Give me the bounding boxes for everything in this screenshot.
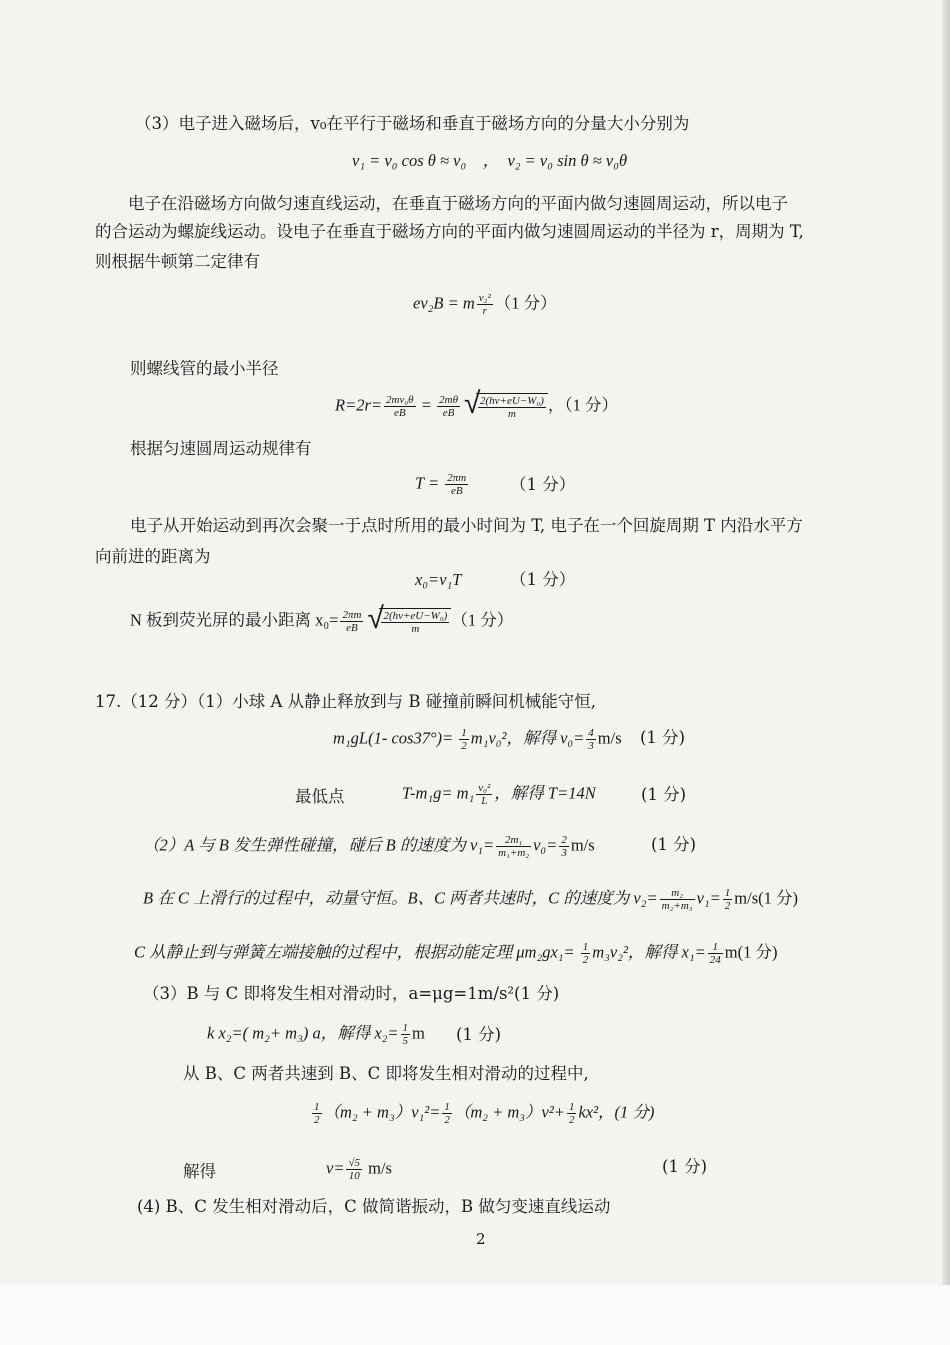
cons-mid1: （m₂ + m₃）v₁²= [323, 1102, 441, 1122]
eq-T-score: （1 分） [510, 475, 576, 494]
spring-num: 1 [402, 1022, 409, 1034]
cons-half3-den: 2 [568, 1114, 575, 1126]
eq-R-equals: = [417, 395, 436, 415]
solve-label: 解得 [183, 1162, 216, 1181]
section3-intro: （3）电子进入磁场后，v₀在平行于磁场和垂直于磁场方向的分量大小分别为 [135, 114, 690, 133]
energy-lhs: C 从静止到与弹簧左端接触的过程中，根据动能定理 μm₂gx₁= [134, 942, 579, 962]
eq-N-lhs: N 板到荧光屏的最小距离 x₀= [130, 610, 339, 630]
eq-newton-second-law [413, 292, 557, 317]
part2-score: (1 分) [651, 835, 697, 854]
momentum-den: m₂+m₃ [661, 900, 693, 912]
eq-newton-lhs: ev₂B = m [413, 293, 475, 313]
eq-R-den2: eB [442, 407, 455, 419]
cons-half1 [312, 1101, 322, 1126]
q17-eq2 [402, 782, 596, 807]
eq2-den: L [481, 795, 488, 807]
part2-v-num: 2 [561, 834, 567, 846]
solve-lhs: v= [326, 1158, 345, 1178]
eq-R-frac1 [384, 394, 416, 419]
solve-frac [346, 1157, 362, 1182]
eq-N-frac [340, 609, 363, 634]
sqrt-radical-icon: √ [367, 601, 384, 636]
spring-den: 5 [402, 1035, 409, 1047]
cons-end: kx²，(1 分) [578, 1102, 655, 1122]
eq-R-den1: eB [394, 407, 406, 419]
part2-v-frac [559, 834, 569, 859]
momentum-frac [660, 887, 695, 912]
page-number: 2 [476, 1230, 486, 1248]
solve-unit: m/s [364, 1158, 392, 1178]
eq-R-sqrt-num: 2(hν+eU−W₀) [480, 395, 544, 407]
eq-N-score: （1 分） [451, 610, 514, 630]
eq-newton-score: （1 分） [494, 293, 557, 313]
eq1-mid: m₁v₀²，解得 v₀= [470, 728, 585, 748]
q17-spring [207, 1022, 425, 1047]
eq-N-num: 2πm [342, 609, 362, 621]
part2-unit: m/s [570, 835, 595, 855]
eq1-lhs: m₁gL(1- cos37°)= [333, 728, 458, 748]
part4-line: (4) B、C 发生相对滑动后，C 做简谐振动，B 做匀变速直线运动 [137, 1197, 611, 1216]
part2-lhs: （2）A 与 B 发生弹性碰撞，碰后 B 的速度为 v₁= [143, 835, 495, 855]
part2-mid: v₀= [533, 835, 558, 855]
momentum-mid: v₁= [696, 888, 721, 908]
eq-newton-fraction [477, 292, 493, 317]
eq-period [415, 472, 470, 497]
eq-x0: x₀=v₁T [415, 570, 462, 589]
eq-R-sqrt [464, 386, 548, 421]
eq-R-lhs: R=2r= [335, 395, 383, 415]
eq-velocity-components: v₁ = v₀ cos θ ≈ v₀ ， v₂ = v₀ sin θ ≈ v₀θ [352, 151, 628, 170]
eq-N-sqrt [367, 601, 451, 636]
spring-frac [401, 1022, 411, 1047]
eq1-unit: m/s [597, 728, 622, 748]
eq-T-num: 2πm [447, 472, 467, 484]
sqrt-radical-icon: √ [464, 386, 481, 421]
energy-half-num: 1 [582, 941, 589, 953]
eq-newton-num: v₂² [478, 292, 491, 304]
para1-line3: 则根据牛顿第二定律有 [95, 252, 260, 271]
eq1-v-num: 4 [588, 727, 594, 739]
eq-T-den: eB [450, 485, 463, 497]
q17-conservation [310, 1101, 654, 1126]
q17-eq1 [333, 727, 622, 752]
para2-line2: 向前进的距离为 [95, 547, 211, 566]
eq-T-lhs: T = [415, 473, 444, 493]
eq-newton-den: r [482, 305, 487, 317]
q17-part2 [143, 834, 595, 859]
q17-header: 17.（12 分）（1）小球 A 从静止释放到与 B 碰撞前瞬间机械能守恒, [95, 692, 596, 711]
eq1-half-den: 2 [461, 740, 467, 752]
eq-T-frac [445, 472, 468, 497]
eq1-half-num: 1 [461, 727, 467, 739]
momentum-num: m₂ [660, 887, 695, 900]
momentum-v-den: 2 [724, 900, 731, 912]
energy-x-num: 1 [708, 941, 723, 954]
q17-momentum [143, 887, 798, 912]
eq-R-sqrt-frac [478, 395, 546, 420]
energy-half-den: 2 [582, 954, 589, 966]
eq-N-sqrt-num: 2(hν+eU−W₀) [383, 610, 448, 622]
eq-min-radius [335, 386, 619, 421]
process-line: 从 B、C 两者共速到 B、C 即将发生相对滑动的过程中, [183, 1064, 589, 1083]
solve-score: (1 分) [662, 1157, 708, 1176]
eq1-v-den: 3 [588, 740, 594, 752]
momentum-unit: m/s(1 分) [734, 888, 799, 908]
part2-den: m₁+m₂ [498, 847, 530, 859]
q17-energy [134, 941, 777, 966]
spring-unit: m [412, 1023, 425, 1043]
spring-lhs: k x₂=( m₂+ m₃) a，解得 x₂= [207, 1023, 399, 1043]
eq-R-frac2 [437, 394, 460, 419]
cons-half1-num: 1 [314, 1101, 320, 1113]
eq-R-sqrt-den: m [507, 408, 516, 420]
eq2-frac [476, 782, 492, 807]
eq-N-sqrt-frac [381, 610, 449, 635]
eq1-score: (1 分) [640, 728, 686, 747]
cons-half3 [567, 1101, 577, 1126]
energy-x-frac [708, 941, 723, 966]
eq1-v-frac [586, 727, 596, 752]
para1-line1: 电子在沿磁场方向做匀速直线运动，在垂直于磁场方向的平面内做匀速圆周运动，所以电子 [128, 194, 788, 213]
eq2-score: (1 分) [641, 785, 687, 804]
scan-edge-shadow [942, 0, 950, 1345]
cons-half2-den: 2 [444, 1114, 450, 1126]
eq-N-distance [130, 601, 514, 636]
part3-line: （3）B 与 C 即将发生相对滑动时，a=μg=1m/s²(1 分) [143, 984, 560, 1003]
part2-num: 2m₁ [496, 834, 531, 847]
circular-label: 根据匀速圆周运动规律有 [130, 439, 312, 458]
spring-score: (1 分) [456, 1025, 502, 1044]
part2-frac [496, 834, 531, 859]
para2-line1: 电子从开始运动到再次会聚一于点时所用的最小时间为 T, 电子在一个回旋周期 T 内沿水平方 [130, 516, 803, 535]
momentum-lhs: B 在 C 上滑行的过程中，动量守恒。B、C 两者共速时，C 的速度为 v₂= [143, 888, 658, 908]
cons-half3-num: 1 [568, 1101, 575, 1113]
solve-den: 10 [348, 1170, 360, 1182]
eq-R-score: ，（1 分） [547, 395, 619, 415]
cons-mid2: （m₂ + m₃）v²+ [453, 1102, 565, 1122]
energy-x-den: 24 [709, 954, 721, 966]
energy-unit: m(1 分) [724, 942, 778, 962]
q17-solve [326, 1157, 392, 1182]
cons-half2 [442, 1101, 452, 1126]
eq1-half [459, 727, 469, 752]
eq-R-num1: 2mv₀θ [386, 394, 414, 406]
eq-R-num2: 2mθ [439, 394, 459, 406]
cons-half2-num: 1 [444, 1101, 450, 1113]
energy-mid: m₃v₂²，解得 x₁= [592, 942, 706, 962]
eq2-rhs: ，解得 T=14N [494, 783, 596, 803]
lowest-point-label: 最低点 [295, 787, 345, 806]
momentum-v-frac [723, 887, 733, 912]
min-radius-label: 则螺线管的最小半径 [130, 359, 279, 378]
energy-half [581, 941, 591, 966]
momentum-v-num: 1 [724, 887, 731, 899]
cons-half1-den: 2 [314, 1114, 320, 1126]
solve-num: √5 [348, 1157, 361, 1169]
eq-x0-score: （1 分） [510, 570, 576, 589]
eq-N-sqrt-den: m [411, 623, 420, 635]
eq2-lhs: T-m₁g= m₁ [402, 783, 475, 803]
eq2-num: v₀² [478, 782, 491, 794]
page-bottom-margin [0, 1285, 950, 1345]
para1-line2: 的合运动为螺旋线运动。设电子在垂直于磁场方向的平面内做匀速圆周运动的半径为 r，周期为 T, [95, 222, 804, 241]
part2-v-den: 3 [561, 847, 567, 859]
eq-N-den: eB [346, 622, 358, 634]
